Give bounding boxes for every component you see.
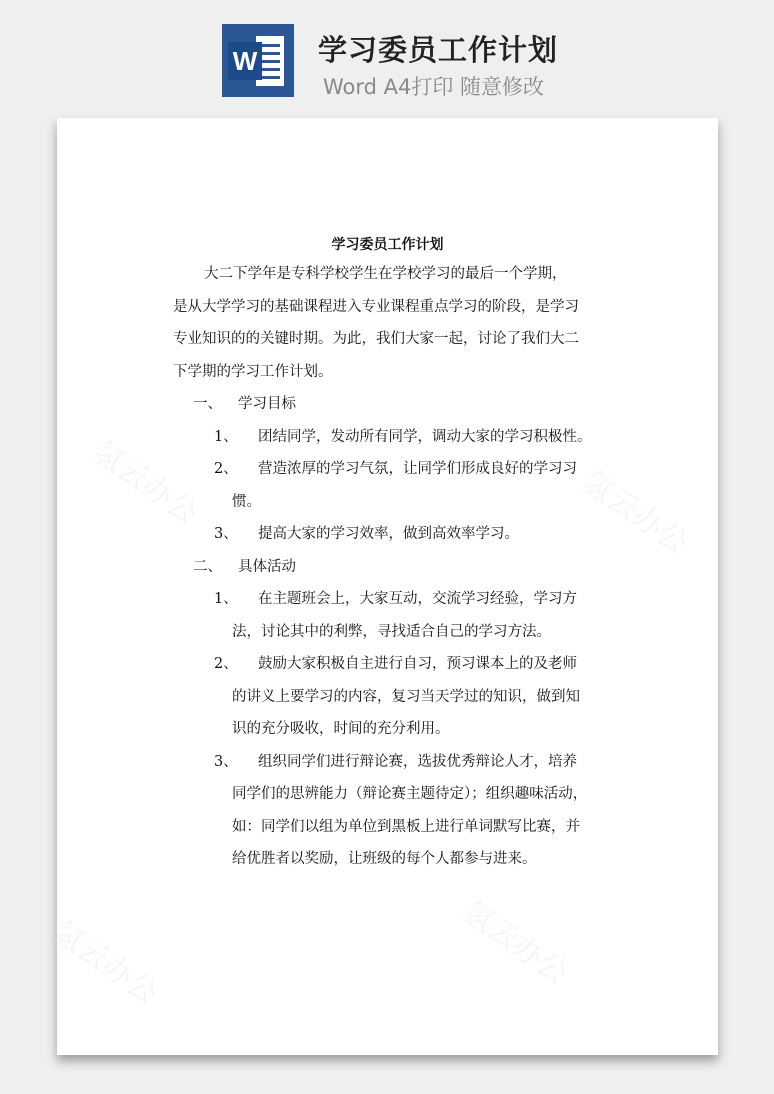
word-icon: [222, 24, 294, 97]
document-title: 学习委员工作计划: [331, 237, 444, 253]
list-item-text: 提高大家的学习效率，做到高效率学习。: [258, 526, 519, 542]
banner-subtitle: Word A4打印 随意修改: [323, 75, 545, 99]
section-heading: 学习目标: [238, 396, 296, 412]
list-item-text: 团结同学，发动所有同学，调动大家的学习积极性。: [258, 428, 592, 445]
intro-paragraph-line: 是从大学学习的基础课程进入专业课程重点学习的阶段，是学习: [173, 298, 579, 315]
list-item-text: 鼓励大家积极自主进行自习，预习课本上的及老师: [258, 656, 577, 672]
list-item-number: 2、: [214, 461, 238, 477]
list-item-text: 给优胜者以奖励，让班级的每个人都参与进来。: [232, 851, 537, 867]
list-item-text: 同学们的思辨能力（辩论赛主题待定）；组织趣味活动，: [232, 786, 588, 802]
banner: [0, 0, 774, 110]
list-item-number: 1、: [214, 591, 238, 607]
word-icon-letter: W: [232, 46, 258, 76]
document-page: [45, 118, 718, 1055]
watermark: 氢云办公: [85, 434, 205, 532]
section-heading: 具体活动: [238, 558, 296, 575]
list-item-number: 3、: [214, 753, 238, 770]
list-item-text: 在主题班会上，大家互动，交流学习经验，学习方: [258, 591, 577, 607]
list-item-text: 识的充分吸收，时间的充分利用。: [232, 721, 450, 737]
banner-title: 学习委员工作计划: [318, 33, 559, 67]
intro-paragraph-line: 下学期的学习工作计划。: [173, 363, 333, 380]
list-item-number: 2、: [214, 656, 238, 672]
intro-paragraph-line: 大二下学年是专科学校学生在学校学习的最后一个学期，: [204, 266, 567, 282]
list-item-text: 法，讨论其中的利弊，寻找适合自己的学习方法。: [232, 623, 551, 640]
section-number: 二、: [193, 558, 222, 575]
list-item-text: 如：同学们以组为单位到黑板上进行单词默写比赛，并: [232, 818, 580, 835]
section-number: 一、: [193, 396, 222, 412]
watermark: 氢云办公: [45, 914, 165, 1012]
list-item-number: 1、: [214, 428, 238, 445]
list-item-text: 营造浓厚的学习气氛，让同学们形成良好的学习习: [258, 461, 577, 477]
list-item-number: 3、: [214, 526, 238, 542]
list-item-text: 惯。: [232, 493, 261, 510]
list-item-text: 组织同学们进行辩论赛，选拔优秀辩论人才，培养: [258, 753, 577, 770]
intro-paragraph-line: 专业知识的的关键时期。为此，我们大家一起，讨论了我们大二: [173, 331, 579, 347]
watermark: 氢云办公: [455, 894, 575, 992]
list-item-text: 的讲义上要学习的内容，复习当天学过的知识，做到知: [232, 688, 580, 705]
watermark: 氢云办公: [575, 464, 695, 562]
